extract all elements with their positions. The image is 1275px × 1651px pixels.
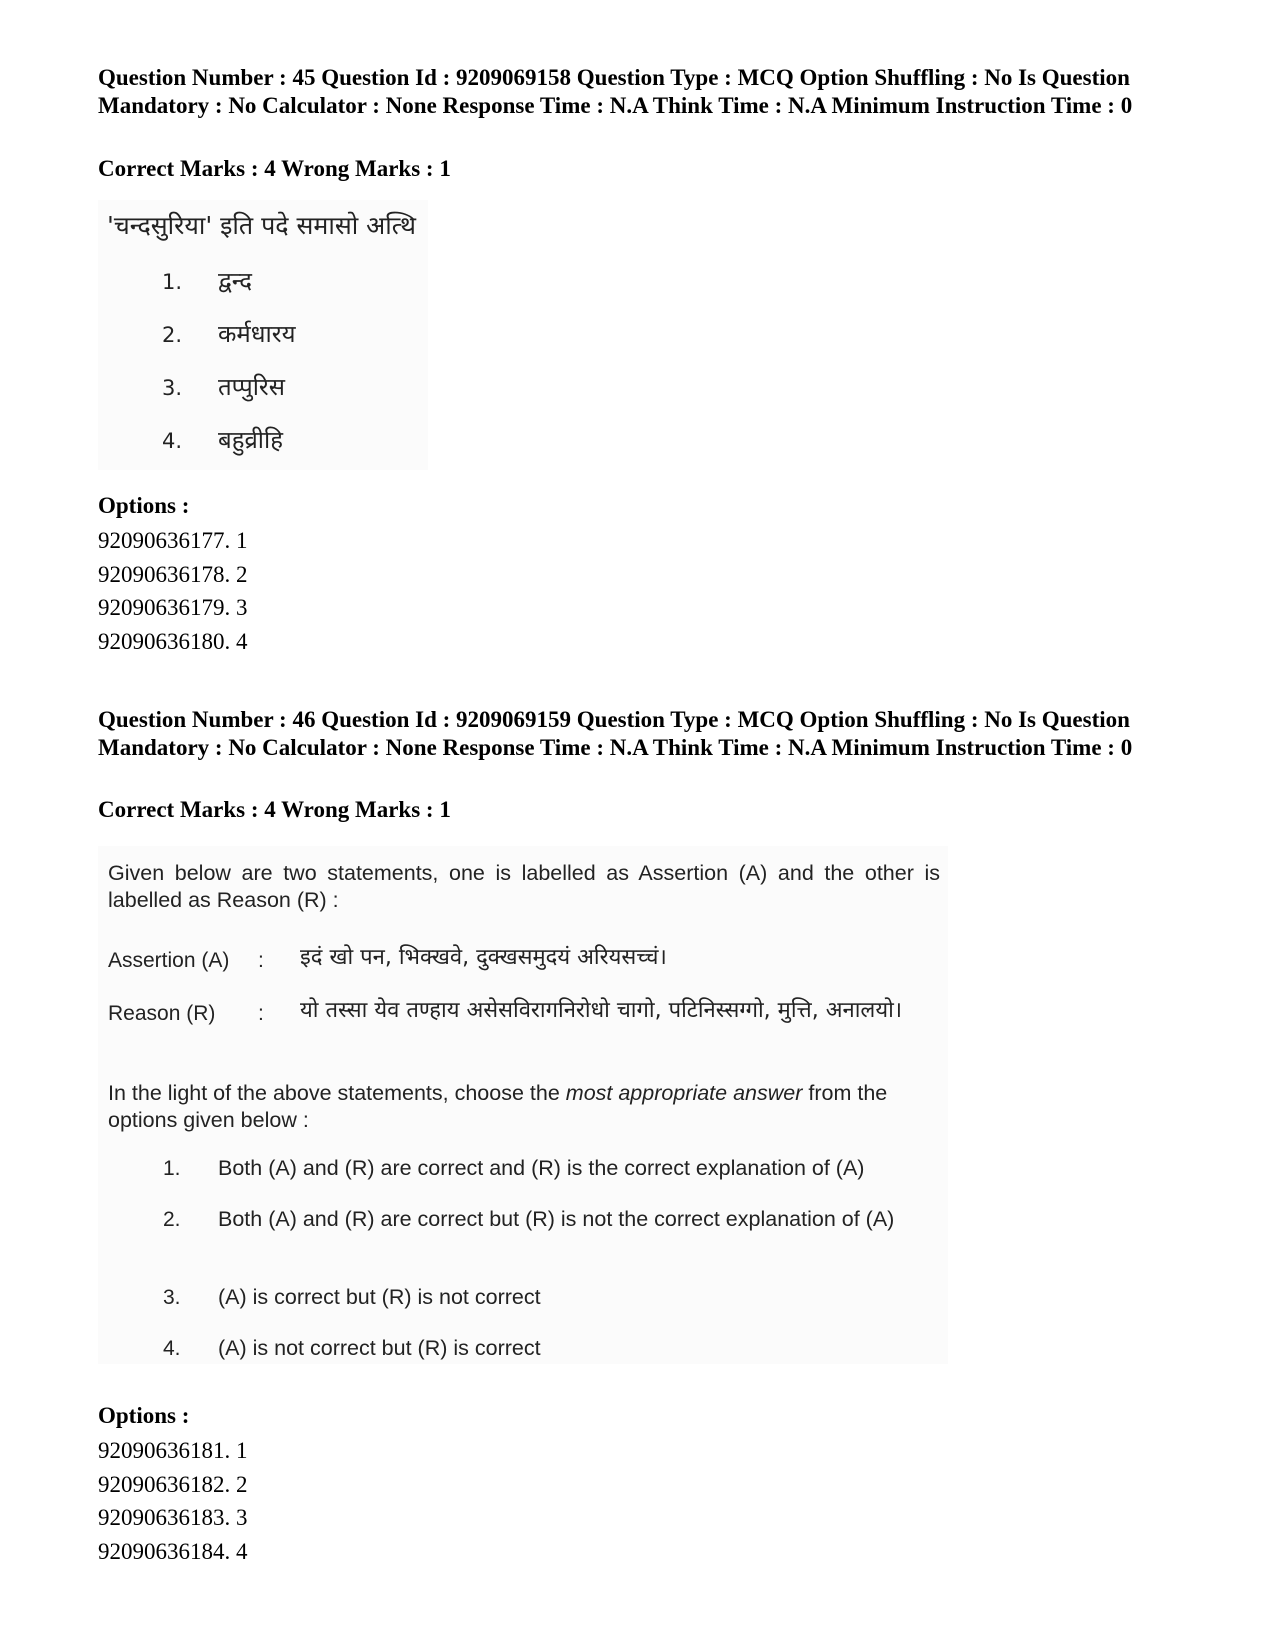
choice-number: 3. [163, 1286, 181, 1309]
assertion-text: इदं खो पन, भिक्खवे, दुक्खसमुदयं अरियसच्चं। [300, 945, 667, 970]
choice-number: 3. [162, 376, 183, 400]
choice-item [162, 317, 296, 352]
marks-line: Correct Marks : 4 Wrong Marks : 1 [98, 156, 451, 181]
instruction-end: from the options given below : [108, 1081, 888, 1132]
reason-label: Reason (R) [108, 1002, 216, 1025]
options-heading: Options : [98, 493, 190, 518]
choice-text: द्वन्द [218, 267, 252, 295]
question-stem: 'चन्दसुरिया' इति पदे समासो अत्थि [107, 211, 416, 240]
options-heading: Options : [98, 1403, 190, 1428]
choice-number: 1. [162, 270, 183, 294]
choice-text: (A) is correct but (R) is not correct [218, 1285, 541, 1309]
option-line: 92090636178. 2 [98, 561, 248, 587]
option-line: 92090636182. 2 [98, 1471, 248, 1497]
choice-item [162, 423, 283, 458]
choice-number: 4. [162, 429, 183, 453]
choice-text: Both (A) and (R) are correct and (R) is the correct explanation of (A) [218, 1156, 865, 1180]
options-list [98, 1434, 248, 1568]
option-line: 92090636183. 3 [98, 1505, 248, 1530]
instruction-start: In the light of the above statements, choose the [108, 1081, 566, 1105]
option-line: 92090636177. 1 [98, 528, 248, 553]
choice-item [162, 370, 285, 405]
question-intro: Given below are two statements, one is labelled as Assertion (A) and the other is labelled as Reason (R) : [108, 861, 940, 912]
assertion-label: Assertion (A) [108, 949, 230, 972]
assertion-colon: : [258, 949, 264, 972]
option-line: 92090636179. 3 [98, 595, 248, 620]
choice-item [162, 264, 252, 299]
reason-text: यो तस्सा येव तण्हाय असेसविरागनिरोधो चागो, पटिनिस्सग्गो, मुत्ति, अनालयो। [300, 998, 903, 1023]
choice-text: Both (A) and (R) are correct but (R) is not the correct explanation of (A) [218, 1207, 895, 1231]
option-line: 92090636180. 4 [98, 628, 248, 654]
choice-text: तप्पुरिस [218, 373, 285, 401]
instruction-emphasis: most appropriate answer [565, 1081, 803, 1105]
options-list [98, 524, 248, 658]
question-meta: Question Number : 45 Question Id : 9209069158 Question Type : MCQ Option Shuffling : No Is Question Mandatory : No Calculator : None Response Time : N.A Think Time : N.A Minimum Instruction Time : 0 [98, 65, 1133, 118]
choice-number: 4. [163, 1337, 181, 1360]
choice-text: (A) is not correct but (R) is correct [218, 1336, 541, 1360]
option-line: 92090636184. 4 [98, 1538, 248, 1564]
choice-text: कर्मधारय [218, 320, 296, 348]
marks-line: Correct Marks : 4 Wrong Marks : 1 [98, 797, 451, 822]
question-instruction [108, 1080, 940, 1134]
reason-colon: : [258, 1002, 264, 1025]
option-line: 92090636181. 1 [98, 1438, 248, 1463]
choice-number: 1. [163, 1157, 181, 1180]
choice-text: बहुव्रीहि [218, 426, 283, 454]
choice-number: 2. [162, 323, 183, 347]
question-meta: Question Number : 46 Question Id : 9209069159 Question Type : MCQ Option Shuffling : No Is Question Mandatory : No Calculator : None Response Time : N.A Think Time : N.A Minimum Instruction Time : 0 [98, 707, 1133, 760]
choice-number: 2. [163, 1208, 181, 1231]
